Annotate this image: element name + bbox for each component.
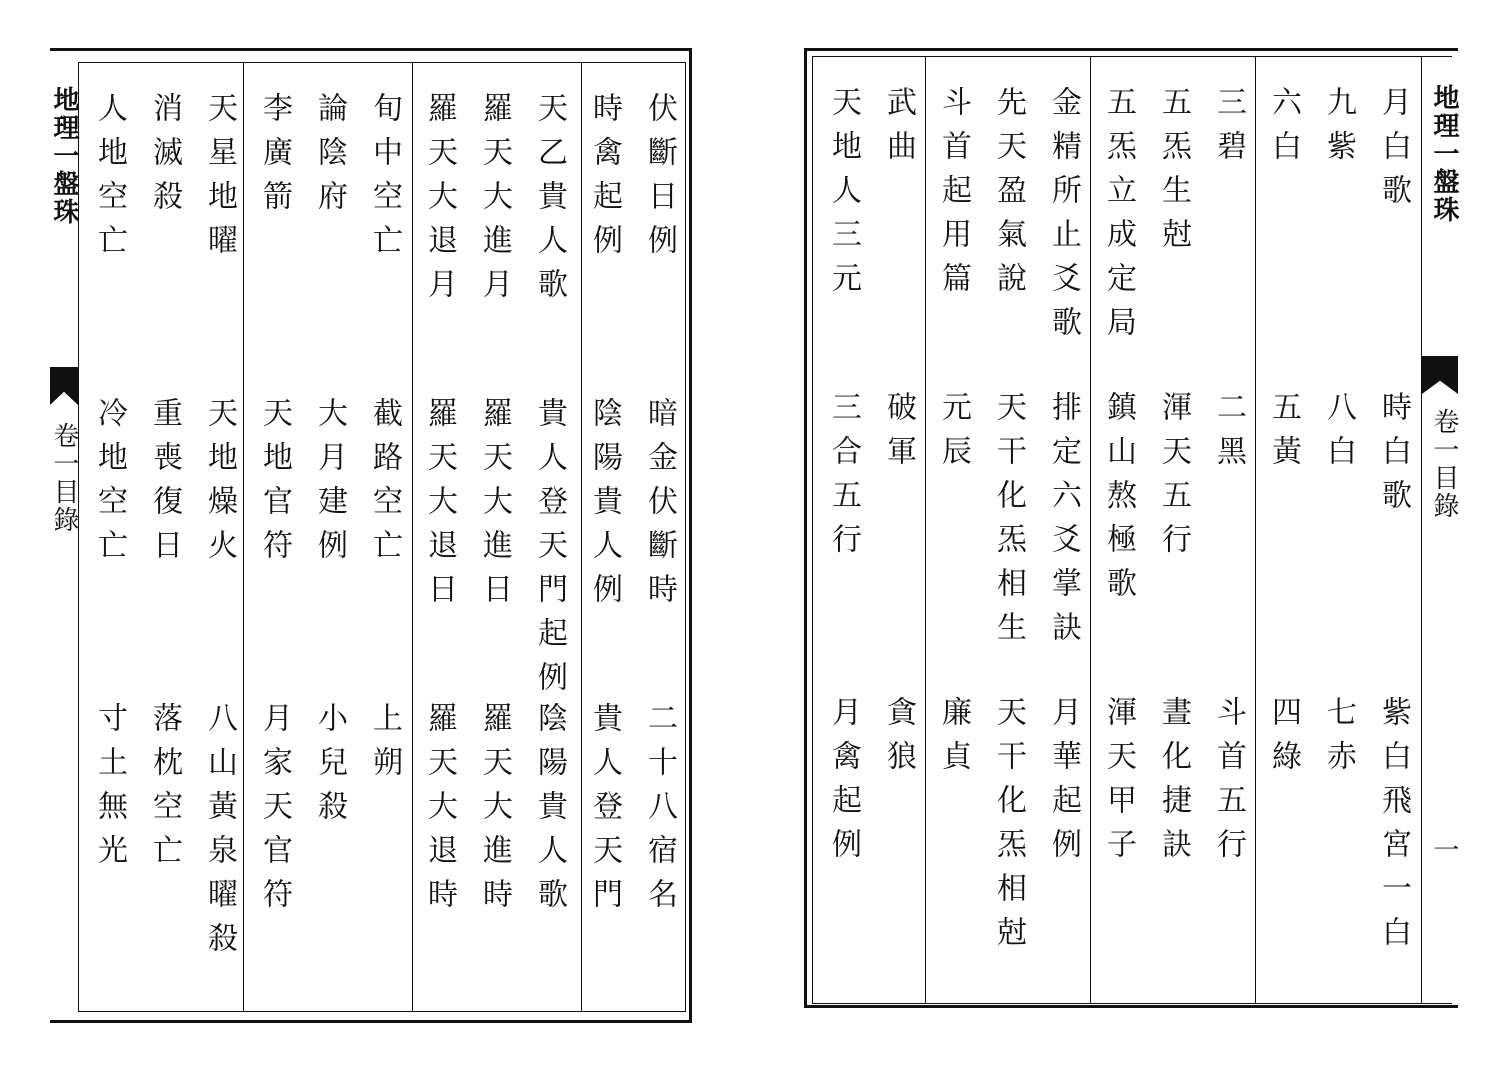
- toc-entry: 金精所止爻歌: [1046, 86, 1081, 350]
- column-divider: [925, 56, 926, 1004]
- toc-entry: 天地人三元: [826, 86, 861, 306]
- toc-entry: 天干化炁相生: [991, 391, 1026, 655]
- toc-entry: 羅天大進月: [477, 92, 512, 312]
- toc-entry: 重喪復日: [147, 397, 182, 573]
- column-divider: [1255, 56, 1256, 1004]
- toc-entry: 月白歌: [1376, 86, 1411, 218]
- right-margin-subtitle: 卷一目錄: [1429, 408, 1459, 520]
- toc-entry: 三碧: [1211, 86, 1246, 174]
- toc-entry: 貪狼: [881, 696, 916, 784]
- toc-column: [191, 62, 246, 1012]
- toc-column: [411, 62, 466, 1012]
- toc-entry: 羅天大退日: [422, 397, 457, 617]
- toc-column: [815, 56, 870, 1004]
- toc-entry: 排定六爻掌訣: [1046, 391, 1081, 655]
- toc-column: [1200, 56, 1255, 1004]
- toc-entry: 九紫: [1321, 86, 1356, 174]
- toc-entry: 紫白飛宮一白: [1376, 696, 1411, 960]
- toc-entry: 天地官符: [257, 397, 292, 573]
- toc-column: [1255, 56, 1310, 1004]
- toc-entry: 冷地空亡: [92, 397, 127, 573]
- toc-column: [301, 62, 356, 1012]
- toc-column: [980, 56, 1035, 1004]
- toc-entry: 八白: [1321, 391, 1356, 479]
- toc-entry: 貴人登天門起例: [532, 397, 567, 705]
- column-divider: [1090, 56, 1091, 1004]
- toc-column: [521, 62, 576, 1012]
- toc-entry: 八山黃泉曜殺: [202, 702, 237, 966]
- right-fishtail-mark: [1422, 356, 1458, 394]
- toc-entry: 鎮山熬極歌: [1101, 391, 1136, 611]
- toc-entry: 陰陽貴人歌: [532, 702, 567, 922]
- toc-column: [1145, 56, 1200, 1004]
- toc-entry: 二黑: [1211, 391, 1246, 479]
- toc-entry: 落枕空亡: [147, 702, 182, 878]
- toc-column: [356, 62, 411, 1012]
- toc-entry: 羅天大退月: [422, 92, 457, 312]
- toc-entry: 截路空亡: [367, 397, 402, 573]
- toc-entry: 羅天大進日: [477, 397, 512, 617]
- toc-column: [1365, 56, 1420, 1004]
- toc-entry: 渾天甲子: [1101, 696, 1136, 872]
- toc-entry: 先天盈氣說: [991, 86, 1026, 306]
- toc-entry: 晝化捷訣: [1156, 696, 1191, 872]
- toc-entry: 羅天大進時: [477, 702, 512, 922]
- left-margin-title: 地理一盤珠: [49, 86, 79, 226]
- toc-entry: 伏斷日例: [642, 92, 677, 268]
- column-divider: [581, 62, 582, 1012]
- right-margin-strip: [1421, 56, 1458, 1004]
- toc-column: [246, 62, 301, 1012]
- toc-column: [1310, 56, 1365, 1004]
- right-margin-title: 地理一盤珠: [1429, 84, 1459, 224]
- toc-entry: 陰陽貴人例: [587, 397, 622, 617]
- toc-entry: 斗首五行: [1211, 696, 1246, 872]
- toc-entry: 四綠: [1266, 696, 1301, 784]
- toc-entry: 廉貞: [936, 696, 971, 784]
- toc-entry: 上朔: [367, 702, 402, 790]
- toc-entry: 天干化炁相尅: [991, 696, 1026, 960]
- toc-entry: 破軍: [881, 391, 916, 479]
- right-page: [804, 48, 1458, 1023]
- toc-entry: 六白: [1266, 86, 1301, 174]
- toc-entry: 二十八宿名: [642, 702, 677, 922]
- toc-entry: 時白歌: [1376, 391, 1411, 523]
- column-divider: [243, 62, 244, 1012]
- toc-entry: 三合五行: [826, 391, 861, 567]
- toc-entry: 渾天五行: [1156, 391, 1191, 567]
- toc-entry: 大月建例: [312, 397, 347, 573]
- left-page: [50, 48, 692, 1023]
- toc-entry: 旬中空亡: [367, 92, 402, 268]
- toc-entry: 寸土無光: [92, 702, 127, 878]
- toc-column: [1090, 56, 1145, 1004]
- toc-entry: 月華起例: [1046, 696, 1081, 872]
- toc-entry: 五炁立成定局: [1101, 86, 1136, 350]
- toc-entry: 消滅殺: [147, 92, 182, 224]
- toc-entry: 暗金伏斷時: [642, 397, 677, 617]
- toc-entry: 貴人登天門: [587, 702, 622, 922]
- toc-column: [81, 62, 136, 1012]
- toc-entry: 天星地曜: [202, 92, 237, 268]
- toc-entry: 五黃: [1266, 391, 1301, 479]
- left-margin-subtitle: 卷一目錄: [49, 422, 79, 534]
- toc-column: [870, 56, 925, 1004]
- toc-entry: 斗首起用篇: [936, 86, 971, 306]
- toc-entry: 七赤: [1321, 696, 1356, 784]
- toc-entry: 時禽起例: [587, 92, 622, 268]
- right-page-number: 一: [1429, 836, 1459, 864]
- toc-entry: 人地空亡: [92, 92, 127, 268]
- toc-entry: 李廣箭: [257, 92, 292, 224]
- left-fishtail-mark: [50, 367, 78, 405]
- toc-entry: 天乙貴人歌: [532, 92, 567, 312]
- toc-entry: 元辰: [936, 391, 971, 479]
- toc-entry: 月禽起例: [826, 696, 861, 872]
- toc-column: [466, 62, 521, 1012]
- toc-entry: 月家天官符: [257, 702, 292, 922]
- toc-entry: 論陰府: [312, 92, 347, 224]
- toc-entry: 武曲: [881, 86, 916, 174]
- toc-column: [631, 62, 686, 1012]
- toc-column: [925, 56, 980, 1004]
- toc-entry: 羅天大退時: [422, 702, 457, 922]
- toc-column: [1035, 56, 1090, 1004]
- column-divider: [412, 62, 413, 1012]
- left-margin-strip: [50, 62, 79, 1012]
- toc-entry: 天地燥火: [202, 397, 237, 573]
- toc-column: [576, 62, 631, 1012]
- toc-column: [136, 62, 191, 1012]
- toc-entry: 小兒殺: [312, 702, 347, 834]
- toc-entry: 五炁生尅: [1156, 86, 1191, 262]
